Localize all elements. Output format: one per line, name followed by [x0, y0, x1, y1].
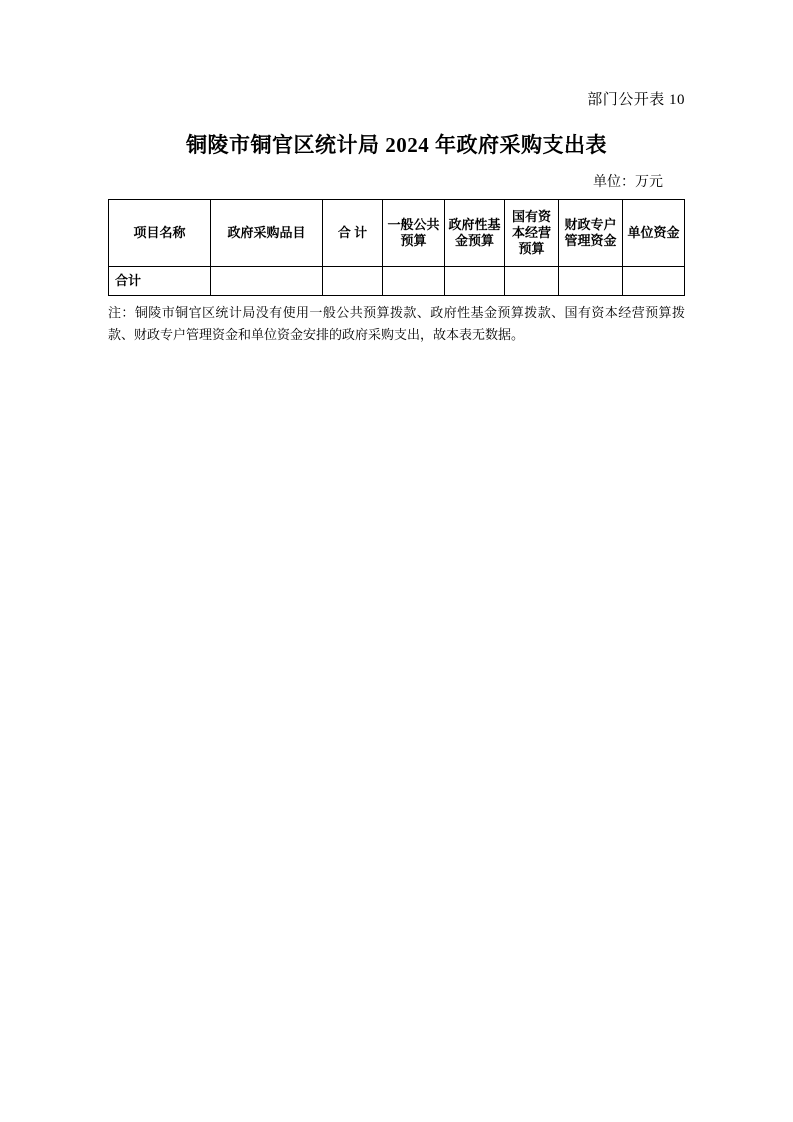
column-header-project-name: 项目名称 — [109, 200, 211, 267]
form-number: 部门公开表 10 — [587, 92, 685, 108]
table-note: 注：铜陵市铜官区统计局没有使用一般公共预算拨款、政府性基金预算拨款、国有资本经营预算拨款、财政专户管理资金和单位资金安排的政府采购支出，故本表无数据。 — [108, 305, 685, 343]
column-header-general-public-budget: 一般公共预算 — [383, 200, 445, 267]
page-title: 铜陵市铜官区统计局 2024 年政府采购支出表 — [186, 133, 607, 157]
column-header-unit-funds: 单位资金 — [623, 200, 685, 267]
table-header-row — [109, 200, 685, 267]
cell-unit-funds — [623, 267, 685, 296]
cell-government-fund-budget — [445, 267, 505, 296]
table-row — [109, 267, 685, 296]
column-header-total: 合 计 — [323, 200, 383, 267]
cell-state-capital-operation-budget — [505, 267, 559, 296]
procurement-expenditure-table — [108, 199, 685, 296]
column-header-procurement-item: 政府采购品目 — [211, 200, 323, 267]
cell-procurement-item — [211, 267, 323, 296]
cell-general-public-budget — [383, 267, 445, 296]
column-header-fiscal-special-account-funds: 财政专户管理资金 — [559, 200, 623, 267]
unit-label: 单位：万元 — [593, 175, 663, 190]
column-header-government-fund-budget: 政府性基金预算 — [445, 200, 505, 267]
cell-fiscal-special-account-funds — [559, 267, 623, 296]
cell-total — [323, 267, 383, 296]
column-header-state-capital-operation-budget: 国有资本经营预算 — [505, 200, 559, 267]
row-label-total: 合计 — [109, 267, 211, 296]
